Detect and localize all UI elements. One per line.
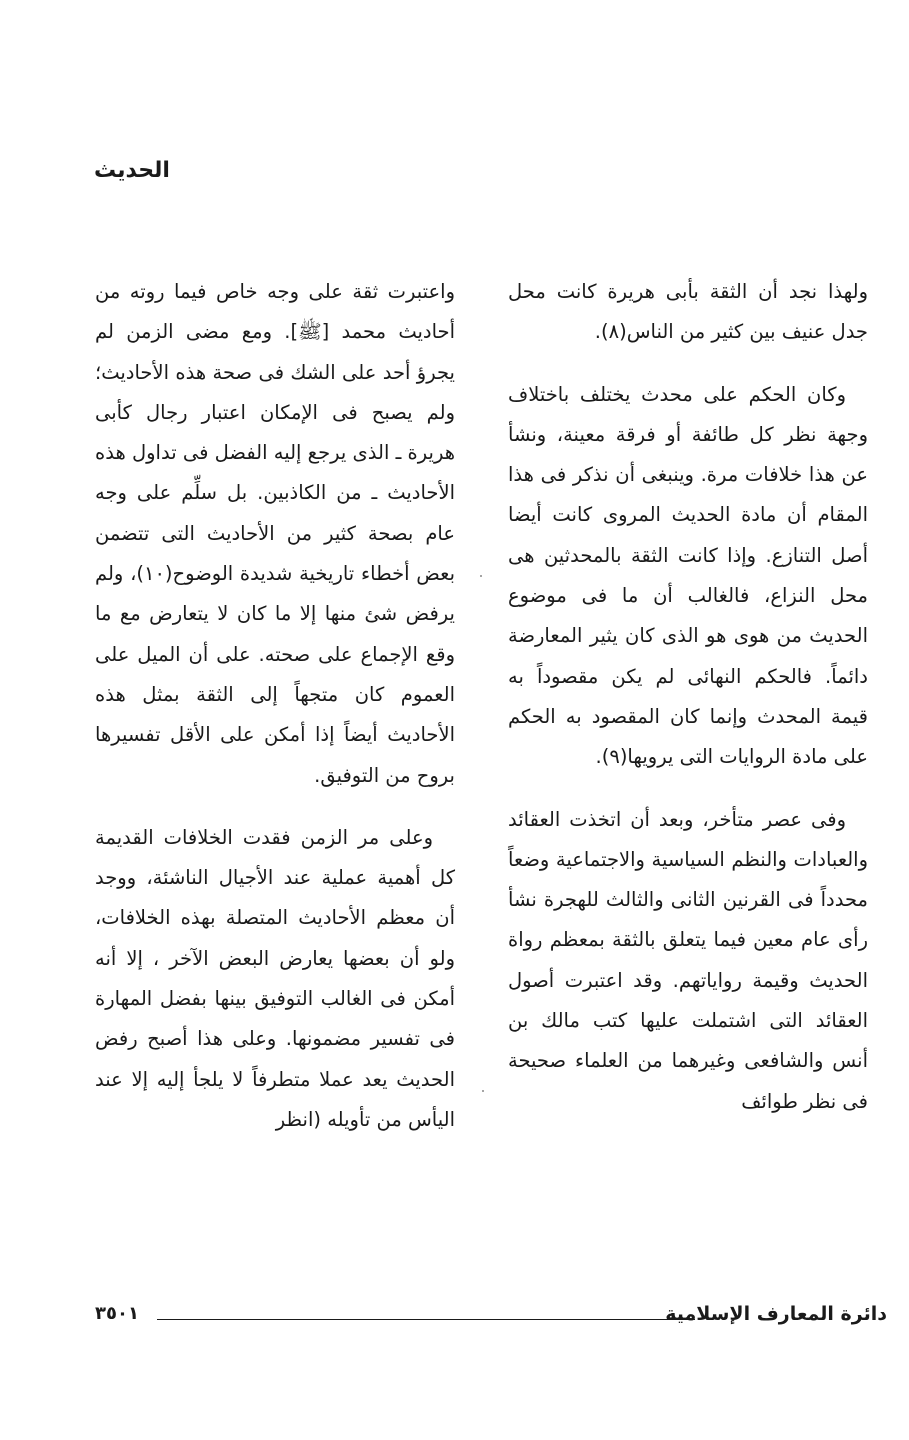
- paragraph: وفى عصر متأخر، وبعد أن اتخذت العقائد والعبادات والنظم السياسية والاجتماعية وضعاً محدداً فى القرنين الثانى والثالث للهجرة نشأ رأى عام معين فيما يتعلق بالثقة بمعظم رواة الحديث وقيمة رواياتهم. وقد اعتبرت أصول العقائد التى اشتملت عليها كتب مالك بن أنس والشافعى وغيرهما من العلماء صحيحة فى نظر طوائف: [508, 807, 868, 1113]
- left-column: [95, 272, 455, 1162]
- publication-title: دائرة المعارف الإسلامية: [665, 1303, 887, 1325]
- scan-speck: [480, 575, 482, 577]
- paragraph: وكان الحكم على محدث يختلف باختلاف وجهة نظر كل طائفة أو فرقة معينة، ونشأ عن هذا خلافات مرة. وينبغى أن نذكر فى هذا المقام أن مادة الحديث المروى كانت أيضا أصل التنازع. وإذا كانت الثقة بالمحدثين هى محل النزاع، فالغالب أن ما فى موضوع الحديث من هوى هو الذى كان يثير المعارضة دائماً. فالحكم النهائى لم يكن مقصوداً به قيمة المحدث وإنما كان المقصود به الحكم على مادة الروايات التى يرويها(٩).: [508, 382, 868, 769]
- paragraph: وعلى مر الزمن فقدت الخلافات القديمة كل أهمية عملية عند الأجيال الناشئة، ووجد أن معظم الأحاديث المتصلة بهذه الخلافات، ولو أن بعضها يعارض البعض الآخر ، إلا أنه أمكن فى الغالب التوفيق بينها بفضل المهارة فى تفسير مضمونها. وعلى هذا أصبح رفض الحديث يعد عملا متطرفاً لا يلجأ إليه إلا عند اليأس من تأويله (انظر: [95, 825, 455, 1131]
- footer-rule: [157, 1319, 695, 1320]
- right-column: [508, 272, 868, 1144]
- scan-speck: [482, 1090, 484, 1092]
- paragraph: ولهذا نجد أن الثقة بأبى هريرة كانت محل جدل عنيف بين كثير من الناس(٨).: [508, 280, 868, 344]
- running-header: الحديث: [94, 158, 170, 183]
- paragraph: واعتبرت ثقة على وجه خاص فيما روته من أحاديث محمد [ﷺ]. ومع مضى الزمن لم يجرؤ أحد على الشك فى صحة هذه الأحاديث؛ ولم يصبح فى الإمكان اعتبار رجال كأبى هريرة ـ الذى يرجع إليه الفضل فى تداول هذه الأحاديث ـ من الكاذبين. بل سلِّم على وجه عام بصحة كثير من الأحاديث التى تتضمن بعض أخطاء تاريخية شديدة الوضوح(١٠)، ولم يرفض شئ منها إلا ما كان لا يتعارض مع ما وقع الإجماع على صحته. على أن الميل على العموم كان متجهاً إلى الثقة بمثل هذه الأحاديث أيضاً إذا أمكن على الأقل تفسيرها بروح من التوفيق.: [95, 280, 455, 787]
- page-number: ٣٥٠١: [95, 1303, 139, 1324]
- page-footer: [95, 1297, 887, 1337]
